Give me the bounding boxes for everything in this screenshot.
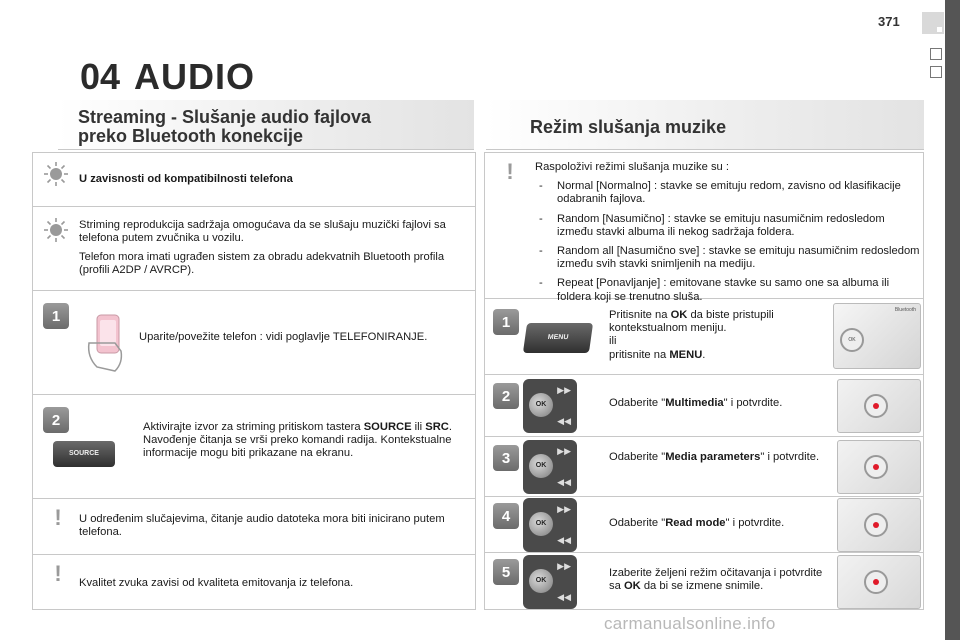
- mode-step-5-badge: 5: [493, 559, 519, 585]
- ok-knob: OK: [529, 569, 553, 593]
- step-text-bold: Media parameters: [665, 451, 761, 463]
- left-section-heading: [58, 100, 474, 150]
- mode-step-2-text: [609, 397, 825, 410]
- mode-step-4-badge: 4: [493, 503, 519, 529]
- mode-step-2-row: [485, 375, 923, 437]
- side-box: [930, 66, 942, 78]
- mode-step-5-row: [485, 553, 923, 611]
- step-2-text-b: ili: [411, 421, 426, 433]
- mode-step-2-badge: 2: [493, 383, 519, 409]
- rewind-icon: ◀◀: [557, 416, 571, 426]
- step-text-bold: Read mode: [665, 517, 726, 529]
- highlight-dot: [873, 403, 879, 409]
- step-text-post2: .: [702, 348, 706, 361]
- left-heading-line2: preko Bluetooth konekcije: [78, 126, 304, 146]
- step-text-pre: Odaberite ": [609, 451, 666, 463]
- mode-random-all: Random all [Nasumično sve] : stavke se emituju nasumičnim redosledom između svih stavki snimljenih na mediju.: [557, 245, 920, 271]
- radio-panel-thumbnail: [837, 498, 921, 552]
- source-button: SOURCE: [53, 441, 115, 467]
- mode-dash: -: [539, 180, 543, 193]
- warning-icon: !: [54, 505, 62, 530]
- warning-icon: !: [506, 159, 514, 184]
- bluetooth-label: Bluetooth: [894, 307, 916, 313]
- step-text-pre: Izaberite željeni režim očitavanja i potvrdite sa: [609, 567, 823, 593]
- mode-dash: -: [539, 277, 543, 290]
- corner-tab: [922, 12, 944, 34]
- compat-note: U zavisnosti od kompatibilnosti telefona: [79, 173, 293, 185]
- radio-panel-thumbnail: [837, 440, 921, 494]
- modes-row: [485, 153, 923, 303]
- ok-controller: [523, 555, 577, 609]
- mode-step-4-text: [609, 517, 825, 530]
- ok-knob: OK: [529, 512, 553, 536]
- step-1-badge: 1: [43, 303, 69, 329]
- rewind-icon: ◀◀: [557, 535, 571, 545]
- right-section-heading: [486, 100, 924, 150]
- mode-item: [535, 245, 923, 271]
- rewind-icon: ◀◀: [557, 477, 571, 487]
- chapter-title: AUDIO: [134, 56, 255, 97]
- fast-forward-icon: ▶▶: [557, 446, 571, 456]
- fast-forward-icon: ▶▶: [557, 385, 571, 395]
- warning-2-text: Kvalitet zvuka zavisi od kvaliteta emitovanja iz telefona.: [79, 577, 354, 589]
- watermark: carmanualsonline.info: [604, 614, 776, 633]
- menu-button: MENU: [523, 323, 593, 353]
- step-text-bold: Multimedia: [665, 397, 724, 409]
- radio-panel-thumbnail: [833, 303, 921, 369]
- ok-controller: [523, 498, 577, 552]
- side-bar: [945, 0, 960, 640]
- mode-step-5-text: [609, 567, 831, 593]
- step-text-post: da biste pristupili kontekstualnom meniju.: [609, 309, 774, 335]
- step-text-pre: Odaberite ": [609, 517, 666, 529]
- step-text-bold: OK: [623, 580, 641, 593]
- step-text-post: " i potvrdite.: [760, 451, 820, 463]
- side-box: [930, 48, 942, 60]
- mode-step-3-badge: 3: [493, 445, 519, 471]
- ok-knob: OK: [529, 393, 553, 417]
- mode-item: [535, 180, 923, 206]
- chapter-number: 04: [80, 56, 121, 97]
- phone-in-hand-icon: [85, 313, 129, 373]
- mode-step-4-row: [485, 497, 923, 553]
- fast-forward-icon: ▶▶: [557, 561, 571, 571]
- lightbulb-icon: [43, 161, 69, 187]
- mode-step-1-text: [609, 309, 825, 362]
- step-text-post: da bi se izmene snimile.: [640, 580, 764, 593]
- mode-normal: Normal [Normalno] : stavke se emituju redom, zavisno od klasifikacije odabranih fajlova.: [557, 180, 901, 206]
- warning-1-row: [33, 499, 475, 555]
- left-panel: [32, 152, 476, 610]
- step-2-text-c: . Navođenje čitanja se vrši preko komandi radija. Kontekstualne informacije mogu biti prikazane na ekranu.: [143, 421, 452, 460]
- warning-icon: !: [54, 561, 62, 586]
- highlight-dot: [873, 579, 879, 585]
- modes-list: [535, 161, 923, 304]
- ok-knob: OK: [840, 328, 864, 352]
- highlight-dot: [873, 522, 879, 528]
- mode-item: [535, 213, 923, 239]
- mode-dash: -: [539, 212, 543, 225]
- radio-panel-thumbnail: [837, 379, 921, 433]
- fast-forward-icon: ▶▶: [557, 504, 571, 514]
- step-text-bold: OK: [670, 309, 688, 321]
- step-text-ili: ili: [609, 335, 617, 348]
- left-heading-line1: Streaming - Slušanje audio fajlova: [78, 107, 372, 127]
- page-number: 371: [878, 14, 900, 29]
- step-text-pre: Odaberite ": [609, 397, 666, 409]
- intro-row: [33, 207, 475, 291]
- lightbulb-icon: [43, 217, 69, 243]
- step-2-row: [33, 395, 475, 499]
- step-text-pre2: pritisnite na: [609, 348, 670, 361]
- step-1-text: Uparite/povežite telefon : vidi poglavlje TELEFONIRANJE.: [139, 331, 428, 343]
- step-2-src-label: SRC: [425, 421, 449, 433]
- mode-step-1-row: [485, 299, 923, 375]
- highlight-dot: [873, 464, 879, 470]
- step-text-post: " i potvrdite.: [723, 397, 783, 409]
- step-text-pre: Pritisnite na: [609, 309, 671, 321]
- warning-2-row: [33, 555, 475, 611]
- step-2-text-a: Aktivirajte izvor za striming pritiskom tastera: [143, 421, 364, 433]
- ok-knob: OK: [529, 454, 553, 478]
- mode-random: Random [Nasumično] : stavke se emituju nasumičnim redosledom između stavki albuma ili nekog sadržaja foldera.: [557, 212, 885, 238]
- step-2-source-label: SOURCE: [363, 421, 412, 433]
- right-heading: Režim slušanja muzike: [530, 117, 727, 137]
- right-panel: [484, 152, 924, 610]
- compat-note-row: [33, 153, 475, 207]
- step-1-row: [33, 291, 475, 395]
- step-2-badge: 2: [43, 407, 69, 433]
- step-2-text: [143, 421, 469, 461]
- modes-intro: Raspoloživi režimi slušanja muzike su :: [535, 161, 729, 173]
- mode-step-3-text: [609, 451, 825, 464]
- step-text-bold2: MENU: [669, 348, 703, 361]
- warning-1-text: U određenim slučajevima, čitanje audio datoteka mora biti inicirano putem telefona.: [79, 513, 445, 539]
- intro-paragraph-1: Striming reprodukcija sadržaja omogućava da se slušaju muzički fajlovi sa telefona putem zvučnika u vozilu.: [79, 219, 446, 245]
- radio-panel-thumbnail: [837, 555, 921, 609]
- mode-step-3-row: [485, 437, 923, 497]
- ok-controller: [523, 379, 577, 433]
- step-text-post: " i potvrdite.: [725, 517, 785, 529]
- rewind-icon: ◀◀: [557, 592, 571, 602]
- mode-step-1-badge: 1: [493, 309, 519, 335]
- mode-repeat: Repeat [Ponavljanje] : emitovane stavke su samo one sa albuma ili foldera koji se trenutno sluša.: [557, 277, 890, 303]
- ok-controller: [523, 440, 577, 494]
- intro-paragraph-2: Telefon mora imati ugrađen sistem za obradu adekvatnih Bluetooth profila (profili A2DP / AVRCP).: [79, 251, 445, 277]
- mode-dash: -: [539, 245, 543, 258]
